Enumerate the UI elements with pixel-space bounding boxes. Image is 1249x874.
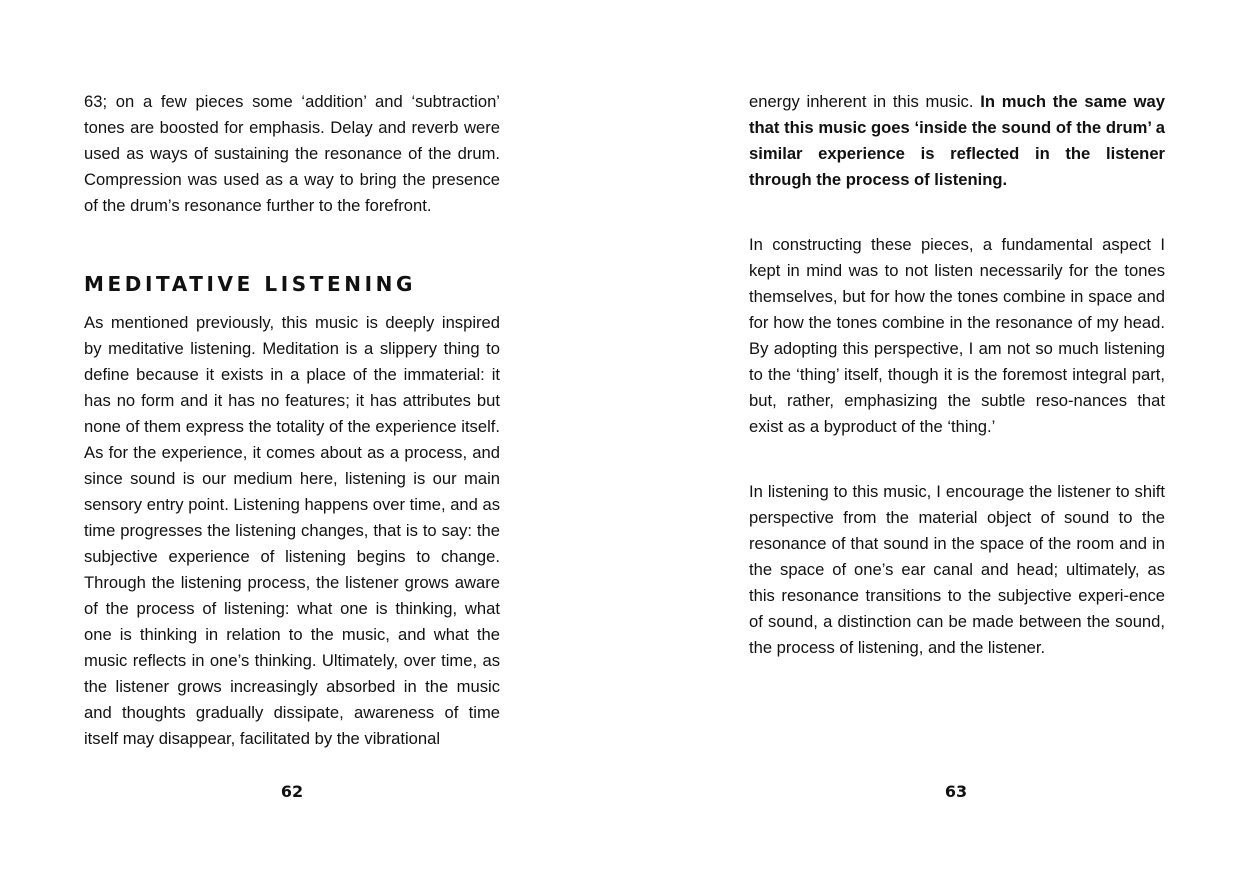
right-third-paragraph: In listening to this music, I encourage the listener to shift perspective from the material object of sound to the resonance of that sound in the space of the room and in the space of one’s ear canal and head; ultimately, as this resonance transitions to the subjective experi-ence of sound, a distinction can be made between the sound, the process of listening, and the listener.	[749, 482, 1165, 657]
left-page	[0, 0, 624, 874]
page-number-left: 62	[280, 782, 304, 801]
page-number-right: 63	[944, 782, 968, 801]
right-continued-bold-text: In much the same way that this music goes ‘inside the sound of the drum’ a similar experience is reflected in the listener through the process of listening.	[749, 92, 1165, 189]
left-continued-paragraph: 63; on a few pieces some ‘addition’ and ‘subtraction’ tones are boosted for emphasis. Delay and reverb were used as ways of sustaining the resonance of the drum. Compression was used as a way to bring the presence of the drum’s resonance further to the forefront.	[84, 92, 500, 215]
right-second-paragraph: In constructing these pieces, a fundamental aspect I kept in mind was to not listen necessarily for the tones themselves, but for how the tones combine in space and for how the tones combine in the resonance of my head. By adopting this perspective, I am not so much listening to the ‘thing’ itself, though it is the foremost integral part, but, rather, emphasizing the subtle reso-nances that exist as a byproduct of the ‘thing.’	[749, 235, 1165, 436]
left-main-paragraph: As mentioned previously, this music is deeply inspired by meditative listening. Meditation is a slippery thing to define because it exists in a place of the immaterial: it has no form and it has no features; it has attributes but none of them express the totality of the experience itself. As for the experience, it comes about as a process, and since sound is our medium here, listening is our main sensory entry point. Listening happens over time, and as time progresses the listening changes, that is to say: the subjective experience of listening begins to change. Through the listening process, the listener grows aware of the process of listening: what one is thinking, what one is thinking in relation to the music, and what the music reflects in one’s thinking. Ultimately, over time, as the listener grows increasingly absorbed in the music and thoughts gradually dissipate, awareness of time itself may disappear, facilitated by the vibrational	[84, 313, 501, 748]
right-continued-regular-text: energy inherent in this music.	[749, 92, 974, 111]
right-page	[624, 0, 1249, 874]
right-continued-paragraph	[749, 89, 1165, 193]
section-heading: MEDITATIVE LISTENING	[84, 272, 417, 296]
